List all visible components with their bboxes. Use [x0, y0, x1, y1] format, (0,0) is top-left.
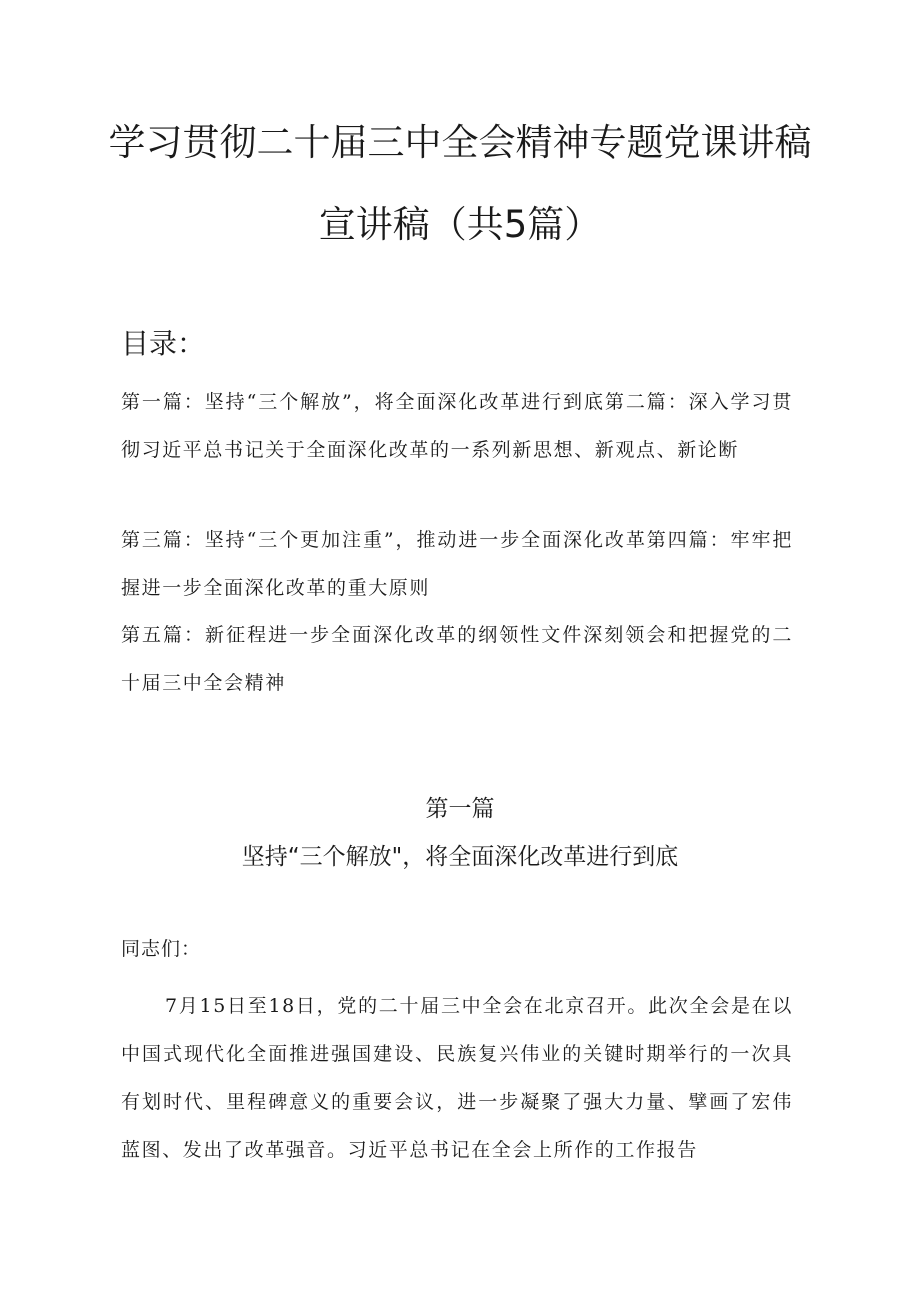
toc-heading: 目录：	[121, 327, 206, 360]
body-paragraph: 7月15日至18日，党的二十届三中全会在北京召开。此次全会是在以中国式现代化全面推进强国建设、民族复兴伟业的关键时期举行的一次具有划时代、里程碑意义的重要会议，进一步凝聚了强大力量、擘画了宏伟蓝图、发出了改革强音。习近平总书记在全会上所作的工作报告	[121, 995, 793, 1161]
toc-entry: 第五篇：新征程进一步全面深化改革的纲领性文件深刻领会和把握党的二十届三中全会精神	[121, 624, 793, 694]
section-label: 第一篇	[425, 796, 495, 822]
toc-entry: 第一篇：坚持“三个解放”，将全面深化改革进行到底第二篇：深入学习贯彻习近平总书记关于全面深化改革的一系列新思想、新观点、新论断	[121, 391, 793, 461]
greeting: 同志们：	[121, 938, 202, 960]
document-title-line-1: 学习贯彻二十届三中全会精神专题党课讲稿	[108, 121, 812, 164]
toc-entry: 第三篇：坚持“三个更加注重”，推动进一步全面深化改革第四篇：牢牢把握进一步全面深化改革的重大原则	[121, 529, 793, 599]
section-title: 坚持“三个解放"，将全面深化改革进行到底	[241, 844, 679, 870]
document-title-line-2: 宣讲稿（共5篇）	[318, 203, 602, 246]
